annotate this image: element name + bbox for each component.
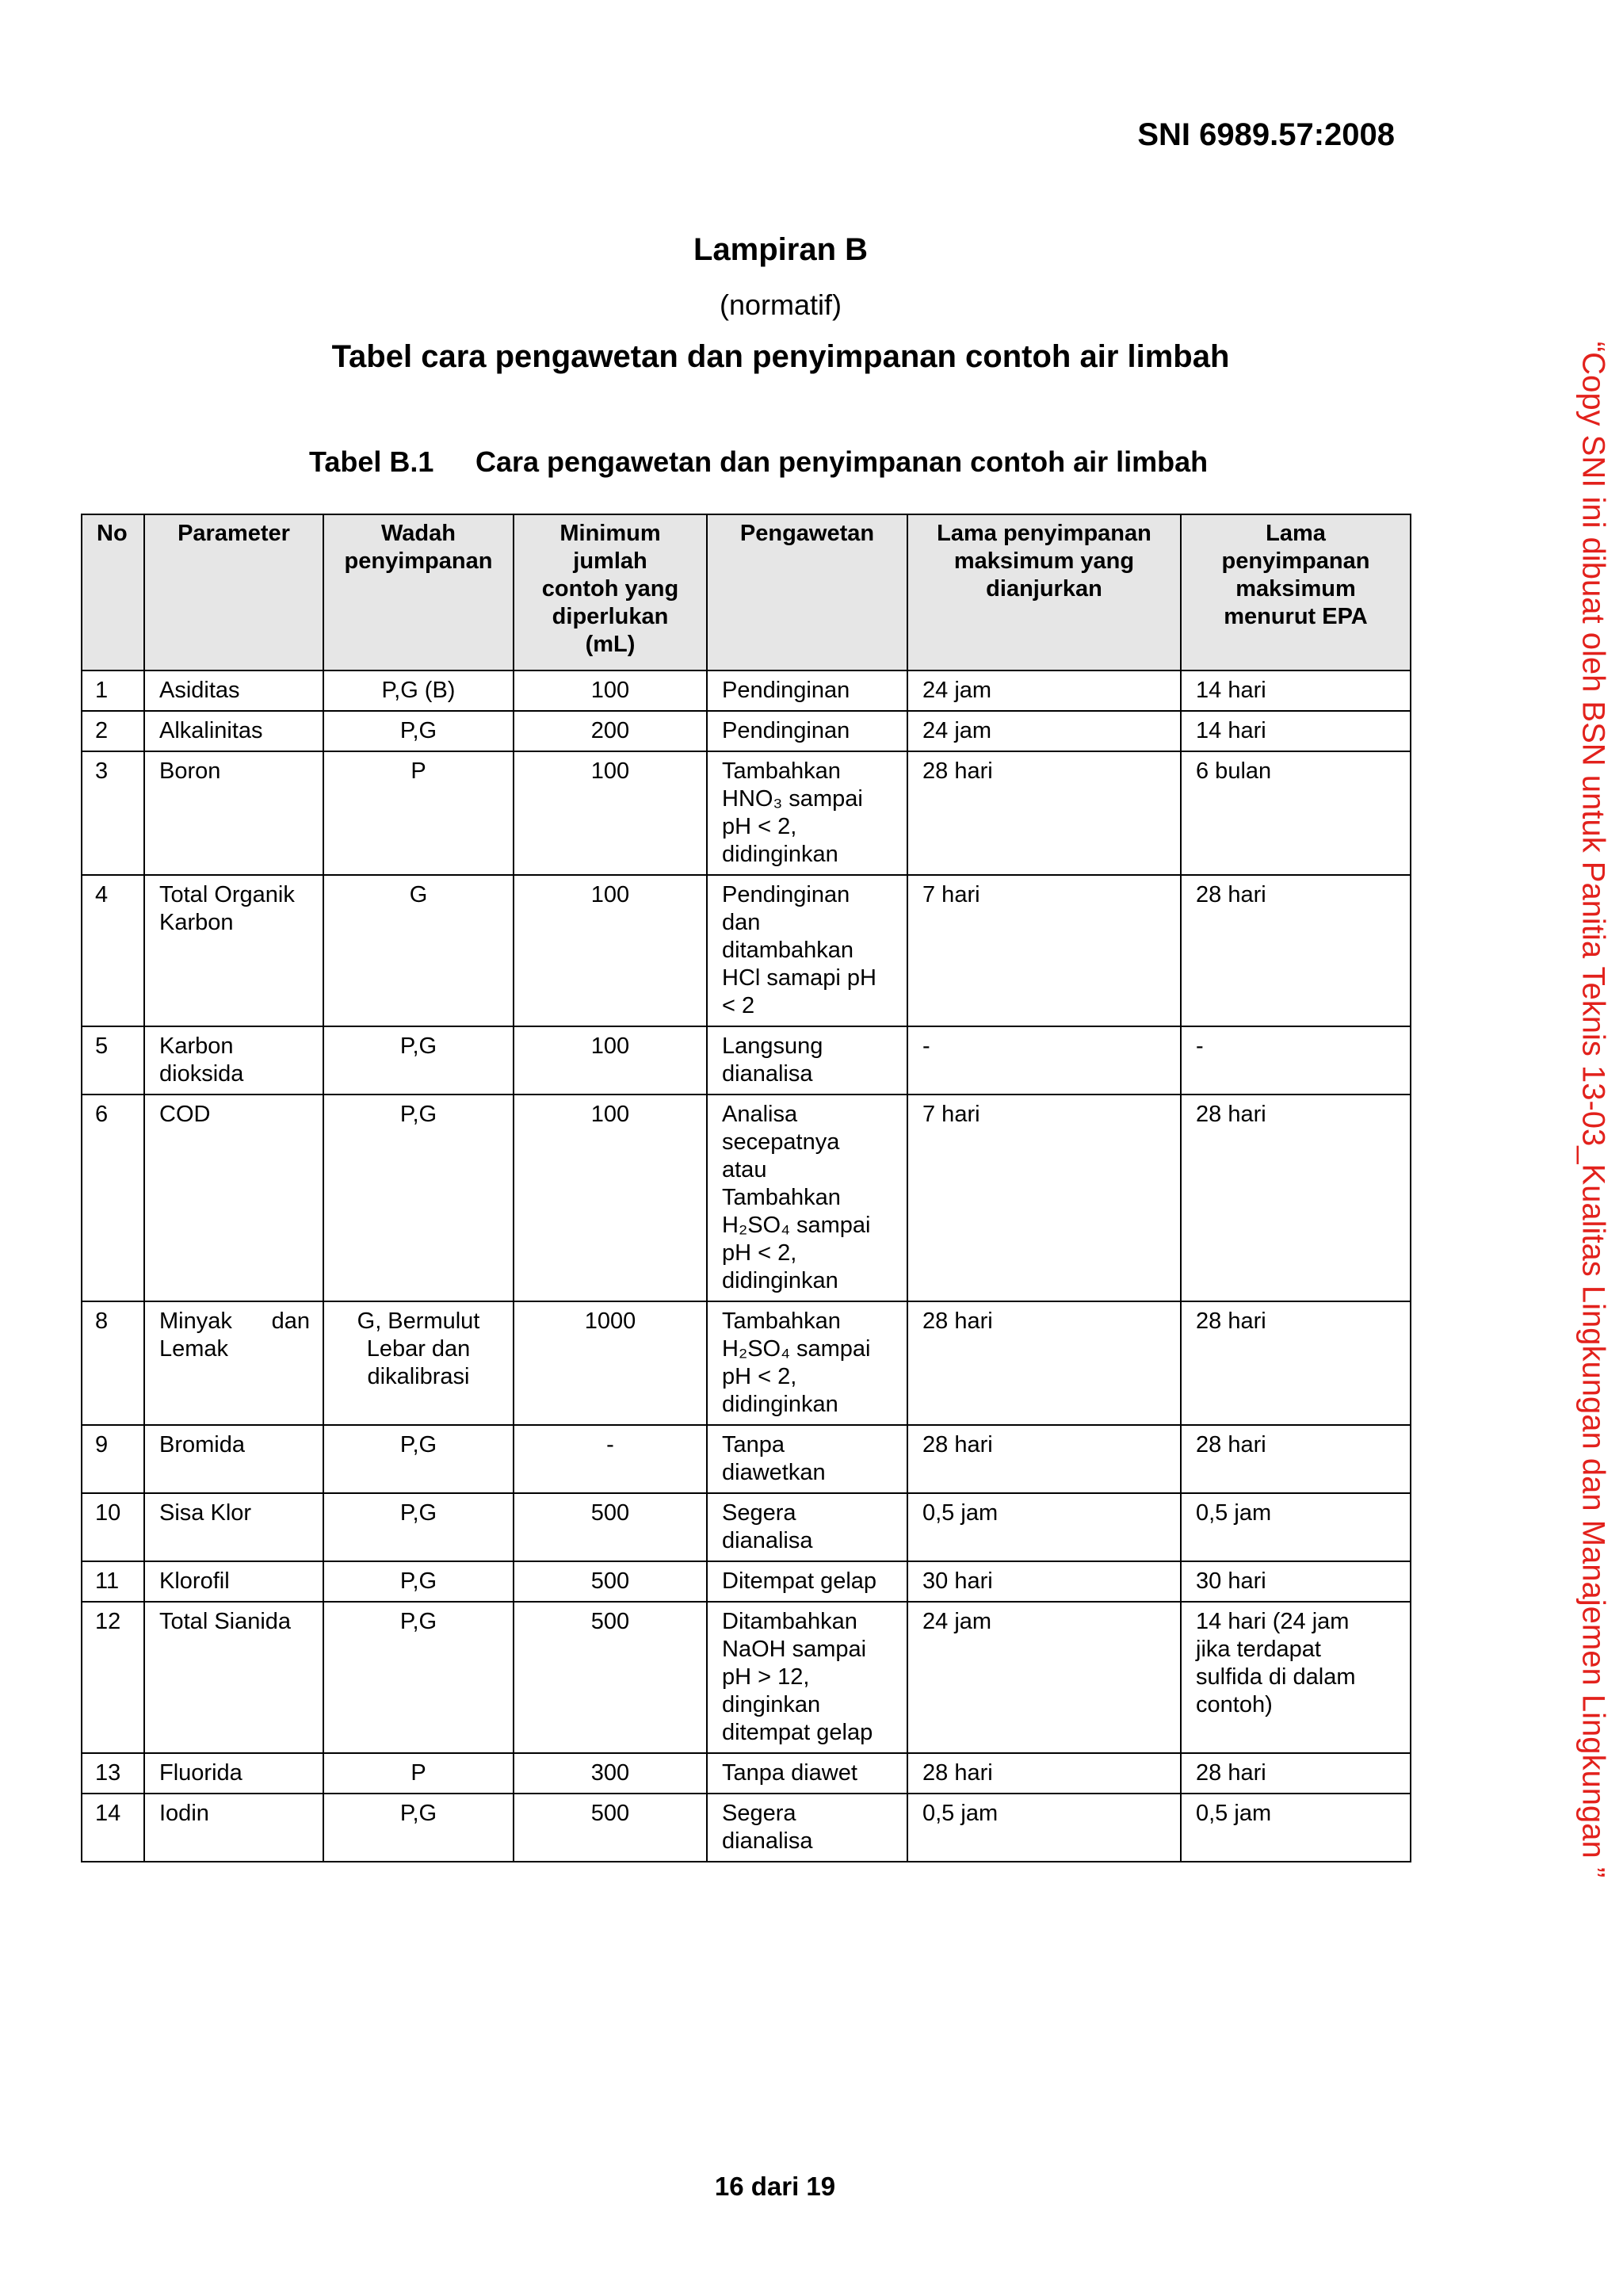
- epa-storage-cell-line: 14 hari (24 jam: [1196, 1609, 1350, 1634]
- preservation-cell-line: didinginkan: [722, 1392, 838, 1417]
- table-header-row: [82, 514, 1411, 670]
- epa-storage-cell: [1181, 1026, 1411, 1095]
- container-cell-line: P,G: [399, 1801, 437, 1826]
- preservation-cell: [707, 875, 907, 1026]
- column-header-line: Parameter: [178, 521, 290, 546]
- preservation-cell-line: Segera: [722, 1801, 796, 1826]
- epa-storage-cell-line: jika terdapat: [1196, 1637, 1321, 1662]
- preservation-cell-line: dianalisa: [722, 1528, 813, 1553]
- column-header-line: contoh yang: [541, 576, 679, 602]
- column-header: [907, 514, 1181, 670]
- preservation-cell: [707, 670, 907, 711]
- recommended-storage-cell: 24 jam: [907, 711, 1181, 751]
- table-row: [82, 1561, 1411, 1602]
- table-row: [82, 1425, 1411, 1493]
- table-caption: [309, 445, 1208, 479]
- column-header: [514, 514, 707, 670]
- min-volume-cell: 100: [514, 1026, 707, 1095]
- container-cell-line: G, Bermulut: [357, 1308, 480, 1334]
- preservation-cell-line: dianalisa: [722, 1061, 813, 1087]
- container-cell: [323, 875, 514, 1026]
- parameter-cell-line: Lemak: [159, 1336, 229, 1362]
- min-volume-cell: 500: [514, 1493, 707, 1561]
- table-row: [82, 1095, 1411, 1301]
- recommended-storage-cell: 28 hari: [907, 1301, 1181, 1425]
- column-header-line: Wadah: [381, 521, 456, 546]
- table-row: [82, 875, 1411, 1026]
- preservation-cell: [707, 751, 907, 875]
- epa-storage-cell-line: 14 hari: [1196, 718, 1266, 743]
- preservation-cell-line: Pendinginan: [722, 882, 850, 907]
- container-cell: [323, 1425, 514, 1493]
- min-volume-cell: 100: [514, 670, 707, 711]
- container-cell-line: P,G: [399, 718, 437, 743]
- parameter-cell-line: Asiditas: [159, 678, 240, 703]
- preservation-cell: [707, 1026, 907, 1095]
- container-cell: [323, 1561, 514, 1602]
- parameter-cell-line: Sisa Klor: [159, 1500, 252, 1526]
- min-volume-cell: 500: [514, 1602, 707, 1753]
- container-cell-line: P,G: [399, 1609, 437, 1634]
- row-number: 9: [82, 1425, 144, 1493]
- container-cell-line: P: [411, 758, 426, 784]
- column-header: [707, 514, 907, 670]
- annex-type: (normatif): [719, 288, 842, 321]
- parameter-cell: [144, 1602, 323, 1753]
- container-cell: [323, 751, 514, 875]
- table-row: [82, 1794, 1411, 1862]
- preservation-cell: [707, 1493, 907, 1561]
- preservation-cell-line: Tanpa diawet: [722, 1760, 857, 1786]
- parameter-cell: [144, 1794, 323, 1862]
- parameter-cell: [144, 670, 323, 711]
- preservation-cell-line: pH > 12,: [722, 1664, 810, 1690]
- column-header: [144, 514, 323, 670]
- row-number: 4: [82, 875, 144, 1026]
- page-number: 16 dari 19: [714, 2172, 836, 2201]
- preservation-cell-line: H₂SO₄ sampai: [722, 1213, 871, 1238]
- container-cell: [323, 1095, 514, 1301]
- parameter-cell-line: Total Sianida: [159, 1609, 292, 1634]
- epa-storage-cell-line: 28 hari: [1196, 882, 1266, 907]
- row-number: 5: [82, 1026, 144, 1095]
- container-cell-line: P,G: [399, 1568, 437, 1594]
- standard-number: SNI 6989.57:2008: [1137, 117, 1395, 152]
- min-volume-cell: 500: [514, 1561, 707, 1602]
- column-header: [1181, 514, 1411, 670]
- parameter-cell: [144, 875, 323, 1026]
- preservation-cell-line: Pendinginan: [722, 678, 850, 703]
- preservation-cell-line: dinginkan: [722, 1692, 821, 1717]
- epa-storage-cell: [1181, 875, 1411, 1026]
- epa-storage-cell: [1181, 1301, 1411, 1425]
- container-cell: [323, 670, 514, 711]
- annex-heading: Tabel cara pengawetan dan penyimpanan contoh air limbah: [331, 339, 1230, 374]
- preservation-cell-line: Tambahkan: [722, 1185, 841, 1210]
- row-number: 14: [82, 1794, 144, 1862]
- parameter-cell: [144, 1753, 323, 1794]
- column-header-line: penyimpanan: [344, 548, 493, 574]
- recommended-storage-cell: 28 hari: [907, 1425, 1181, 1493]
- preservation-cell-line: Tambahkan: [722, 1308, 841, 1334]
- parameter-cell-line: Alkalinitas: [159, 718, 263, 743]
- parameter-cell-line: Karbon: [159, 910, 234, 935]
- min-volume-cell: 300: [514, 1753, 707, 1794]
- column-header-line: maksimum yang: [953, 548, 1135, 574]
- epa-storage-cell-line: contoh): [1196, 1692, 1273, 1717]
- container-cell-line: P,G: [399, 1432, 437, 1457]
- parameter-cell: [144, 1493, 323, 1561]
- epa-storage-cell-line: 6 bulan: [1196, 758, 1272, 784]
- recommended-storage-cell: 7 hari: [907, 875, 1181, 1026]
- min-volume-cell: 500: [514, 1794, 707, 1862]
- table-row: [82, 1026, 1411, 1095]
- preservation-cell-line: NaOH sampai: [722, 1637, 867, 1662]
- preservation-cell-line: ditambahkan: [722, 938, 854, 963]
- table-row: [82, 1301, 1411, 1425]
- parameter-cell-line: Klorofil: [159, 1568, 230, 1594]
- table-row: [82, 711, 1411, 751]
- recommended-storage-cell: 24 jam: [907, 1602, 1181, 1753]
- preservation-cell: [707, 1095, 907, 1301]
- min-volume-cell: 200: [514, 711, 707, 751]
- row-number: 11: [82, 1561, 144, 1602]
- container-cell: [323, 1602, 514, 1753]
- parameter-cell-line: dioksida: [159, 1061, 244, 1087]
- min-volume-cell: 1000: [514, 1301, 707, 1425]
- row-number: 10: [82, 1493, 144, 1561]
- min-volume-cell: 100: [514, 1095, 707, 1301]
- container-cell-line: dikalibrasi: [367, 1364, 470, 1389]
- epa-storage-cell: [1181, 1794, 1411, 1862]
- column-header-line: penyimpanan: [1221, 548, 1370, 574]
- column-header-line: Lama: [1266, 521, 1326, 546]
- preservation-cell: [707, 1602, 907, 1753]
- column-header-line: (mL): [585, 632, 636, 657]
- parameter-cell-line: Total Organik: [159, 882, 295, 907]
- container-cell-line: P,G: [399, 1033, 437, 1059]
- container-cell-line: P,G: [399, 1500, 437, 1526]
- table-caption-title: Cara pengawetan dan penyimpanan contoh air limbah: [475, 445, 1209, 478]
- watermark-text: “Copy SNI ini dibuat oleh BSN untuk Panitia Teknis 13-03_Kualitas Lingkungan dan Manajemen Lingkungan ”: [1575, 341, 1611, 1878]
- min-volume-cell: 100: [514, 751, 707, 875]
- epa-storage-cell: [1181, 1602, 1411, 1753]
- container-cell: [323, 1753, 514, 1794]
- epa-storage-cell-line: -: [1196, 1033, 1204, 1059]
- row-number: 8: [82, 1301, 144, 1425]
- preservation-cell-line: secepatnya: [722, 1129, 840, 1155]
- row-number: 6: [82, 1095, 144, 1301]
- preservation-cell-line: didinginkan: [722, 842, 838, 867]
- parameter-cell: [144, 711, 323, 751]
- column-header: [82, 514, 144, 670]
- epa-storage-cell: [1181, 751, 1411, 875]
- epa-storage-cell-line: 28 hari: [1196, 1432, 1266, 1457]
- recommended-storage-cell: 28 hari: [907, 1753, 1181, 1794]
- epa-storage-cell: [1181, 1095, 1411, 1301]
- column-header-line: Minimum: [559, 521, 661, 546]
- column-header-line: dianjurkan: [986, 576, 1102, 602]
- parameter-cell-line: Minyak dan: [159, 1308, 310, 1334]
- container-cell: [323, 1301, 514, 1425]
- row-number: 2: [82, 711, 144, 751]
- epa-storage-cell-line: 14 hari: [1196, 678, 1266, 703]
- epa-storage-cell-line: sulfida di dalam: [1196, 1664, 1356, 1690]
- container-cell: [323, 711, 514, 751]
- parameter-cell-line: Karbon: [159, 1033, 234, 1059]
- preservation-cell: [707, 711, 907, 751]
- recommended-storage-cell: 30 hari: [907, 1561, 1181, 1602]
- preservation-cell-line: HCl samapi pH: [722, 965, 876, 991]
- table-row: [82, 1602, 1411, 1753]
- recommended-storage-cell: 28 hari: [907, 751, 1181, 875]
- container-cell-line: P: [411, 1760, 426, 1786]
- table-row: [82, 670, 1411, 711]
- preservation-cell-line: pH < 2,: [722, 814, 797, 839]
- epa-storage-cell-line: 0,5 jam: [1196, 1500, 1272, 1526]
- epa-storage-cell-line: 28 hari: [1196, 1102, 1266, 1127]
- epa-storage-cell-line: 28 hari: [1196, 1760, 1266, 1786]
- preservation-cell: [707, 1794, 907, 1862]
- epa-storage-cell-line: 28 hari: [1196, 1308, 1266, 1334]
- preservation-cell: [707, 1561, 907, 1602]
- epa-storage-cell: [1181, 670, 1411, 711]
- preservation-cell-line: H₂SO₄ sampai: [722, 1336, 871, 1362]
- column-header-line: Lama penyimpanan: [937, 521, 1151, 546]
- preservation-cell-line: pH < 2,: [722, 1364, 797, 1389]
- min-volume-cell: -: [514, 1425, 707, 1493]
- column-header-line: maksimum: [1235, 576, 1356, 602]
- table-row: [82, 1493, 1411, 1561]
- preservation-cell-line: didinginkan: [722, 1268, 838, 1293]
- parameter-cell-line: Iodin: [159, 1801, 209, 1826]
- container-cell-line: P,G: [399, 1102, 437, 1127]
- preservation-cell-line: dianalisa: [722, 1828, 813, 1854]
- parameter-cell-line: Bromida: [159, 1432, 245, 1457]
- container-cell-line: Lebar dan: [366, 1336, 471, 1362]
- recommended-storage-cell: 7 hari: [907, 1095, 1181, 1301]
- preservation-cell-line: Pendinginan: [722, 718, 850, 743]
- epa-storage-cell-line: 0,5 jam: [1196, 1801, 1272, 1826]
- recommended-storage-cell: -: [907, 1026, 1181, 1095]
- row-number: 12: [82, 1602, 144, 1753]
- container-cell-line: P,G (B): [381, 678, 456, 703]
- preservation-cell: [707, 1425, 907, 1493]
- min-volume-cell: 100: [514, 875, 707, 1026]
- recommended-storage-cell: 0,5 jam: [907, 1794, 1181, 1862]
- container-cell: [323, 1493, 514, 1561]
- table-caption-number: Tabel B.1: [309, 445, 434, 478]
- column-header-line: menurut EPA: [1224, 604, 1368, 629]
- preservation-cell-line: Tanpa: [722, 1432, 785, 1457]
- preservation-cell-line: Segera: [722, 1500, 796, 1526]
- table-row: [82, 751, 1411, 875]
- container-cell: [323, 1794, 514, 1862]
- parameter-cell: [144, 1425, 323, 1493]
- preservation-cell-line: Analisa: [722, 1102, 798, 1127]
- row-number: 3: [82, 751, 144, 875]
- epa-storage-cell: [1181, 1753, 1411, 1794]
- row-number: 13: [82, 1753, 144, 1794]
- parameter-cell-line: COD: [159, 1102, 211, 1127]
- preservation-cell-line: Ditempat gelap: [722, 1568, 877, 1594]
- preservation-cell-line: pH < 2,: [722, 1240, 797, 1266]
- preservation-table: [81, 514, 1411, 1862]
- table-body: [82, 670, 1411, 1862]
- preservation-cell-line: Ditambahkan: [722, 1609, 857, 1634]
- parameter-cell-line: Boron: [159, 758, 221, 784]
- parameter-cell-line: Fluorida: [159, 1760, 242, 1786]
- preservation-cell-line: diawetkan: [722, 1460, 826, 1485]
- parameter-cell: [144, 1301, 323, 1425]
- container-cell: [323, 1026, 514, 1095]
- preservation-cell-line: dan: [722, 910, 761, 935]
- epa-storage-cell: [1181, 1493, 1411, 1561]
- preservation-cell-line: HNO₃ sampai: [722, 786, 863, 812]
- preservation-cell-line: Langsung: [722, 1033, 823, 1059]
- epa-storage-cell-line: 30 hari: [1196, 1568, 1266, 1594]
- column-header-line: No: [97, 521, 128, 546]
- row-number: 1: [82, 670, 144, 711]
- preservation-cell-line: < 2: [722, 993, 755, 1018]
- parameter-cell: [144, 1095, 323, 1301]
- recommended-storage-cell: 24 jam: [907, 670, 1181, 711]
- preservation-cell-line: ditempat gelap: [722, 1720, 873, 1745]
- recommended-storage-cell: 0,5 jam: [907, 1493, 1181, 1561]
- epa-storage-cell: [1181, 1561, 1411, 1602]
- preservation-cell-line: Tambahkan: [722, 758, 841, 784]
- preservation-cell-line: atau: [722, 1157, 767, 1182]
- parameter-cell: [144, 1561, 323, 1602]
- column-header-line: jumlah: [573, 548, 647, 574]
- preservation-cell: [707, 1301, 907, 1425]
- container-cell-line: G: [409, 882, 428, 907]
- annex-title: Lampiran B: [693, 232, 869, 267]
- column-header-line: Pengawetan: [739, 521, 875, 546]
- parameter-cell: [144, 751, 323, 875]
- column-header: [323, 514, 514, 670]
- table-row: [82, 1753, 1411, 1794]
- parameter-cell: [144, 1026, 323, 1095]
- preservation-cell: [707, 1753, 907, 1794]
- epa-storage-cell: [1181, 711, 1411, 751]
- column-header-line: diperlukan: [552, 604, 669, 629]
- epa-storage-cell: [1181, 1425, 1411, 1493]
